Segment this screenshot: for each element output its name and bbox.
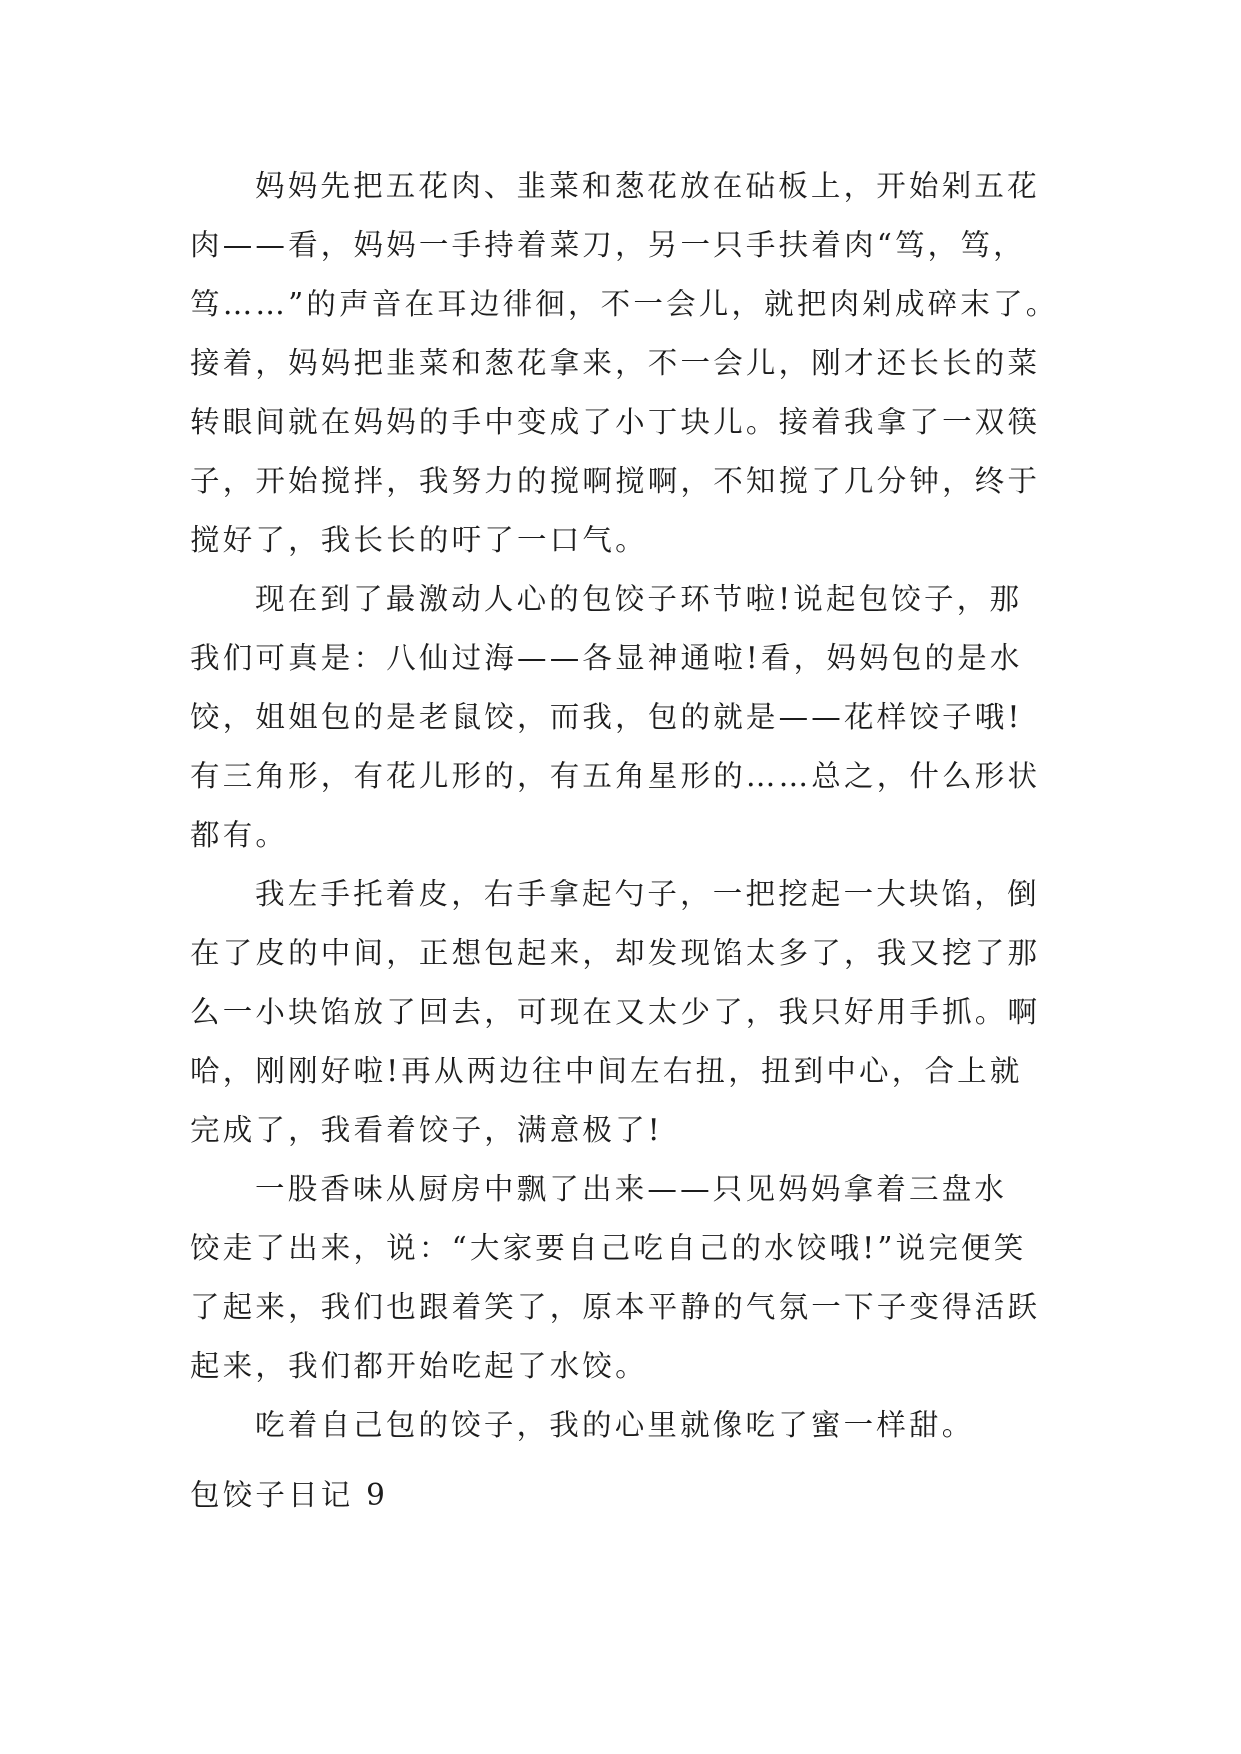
document-body	[190, 157, 1062, 1455]
paragraph-5	[190, 1396, 1062, 1455]
text-line: 我左手托着皮，右手拿起勺子，一把挖起一大块馅，倒	[255, 877, 1040, 911]
text-line: 在了皮的中间，正想包起来，却发现馅太多了，我又挖了那	[190, 936, 1041, 970]
text-line: 子，开始搅拌，我努力的搅啊搅啊，不知搅了几分钟，终于	[190, 464, 1041, 498]
text-line: 妈妈先把五花肉、韭菜和葱花放在砧板上，开始剁五花	[255, 169, 1040, 203]
text-line: 现在到了最激动人心的包饺子环节啦!说起包饺子，那	[255, 582, 1023, 616]
text-line: 么一小块馅放了回去，可现在又太少了，我只好用手抓。啊	[190, 995, 1041, 1029]
text-line: 搅好了，我长长的吁了一口气。	[190, 523, 648, 557]
text-line: 有三角形，有花儿形的，有五角星形的……总之，什么形状	[190, 759, 1041, 793]
text-line: 了起来，我们也跟着笑了，原本平静的气氛一下子变得活跃	[190, 1290, 1041, 1324]
section-title: 包饺子日记 9	[190, 1478, 389, 1512]
text-line: 都有。	[190, 818, 289, 852]
text-line: 饺，姐姐包的是老鼠饺，而我，包的就是——花样饺子哦!	[190, 700, 1023, 734]
text-line: 起来，我们都开始吃起了水饺。	[190, 1349, 648, 1383]
text-line: 笃……”的声音在耳边徘徊，不一会儿，就把肉剁成碎末了。	[190, 287, 1059, 321]
text-line: 我们可真是：八仙过海——各显神通啦!看，妈妈包的是水	[190, 641, 1023, 675]
text-line: 吃着自己包的饺子，我的心里就像吃了蜜一样甜。	[255, 1408, 975, 1442]
text-line: 转眼间就在妈妈的手中变成了小丁块儿。接着我拿了一双筷	[190, 405, 1041, 439]
paragraph-1	[190, 157, 1062, 570]
text-line: 肉——看，妈妈一手持着菜刀，另一只手扶着肉“笃，笃，	[190, 228, 1026, 262]
paragraph-2	[190, 570, 1062, 865]
text-line: 饺走了出来，说：“大家要自己吃自己的水饺哦!”说完便笑	[190, 1231, 1027, 1265]
text-line: 接着，妈妈把韭菜和葱花拿来，不一会儿，刚才还长长的菜	[190, 346, 1041, 380]
paragraph-3	[190, 865, 1062, 1160]
text-line: 完成了，我看着饺子，满意极了!	[190, 1113, 663, 1147]
text-line: 一股香味从厨房中飘了出来——只见妈妈拿着三盘水	[255, 1172, 1008, 1206]
paragraph-4	[190, 1160, 1062, 1396]
text-line: 哈，刚刚好啦!再从两边往中间左右扭，扭到中心，合上就	[190, 1054, 1023, 1088]
